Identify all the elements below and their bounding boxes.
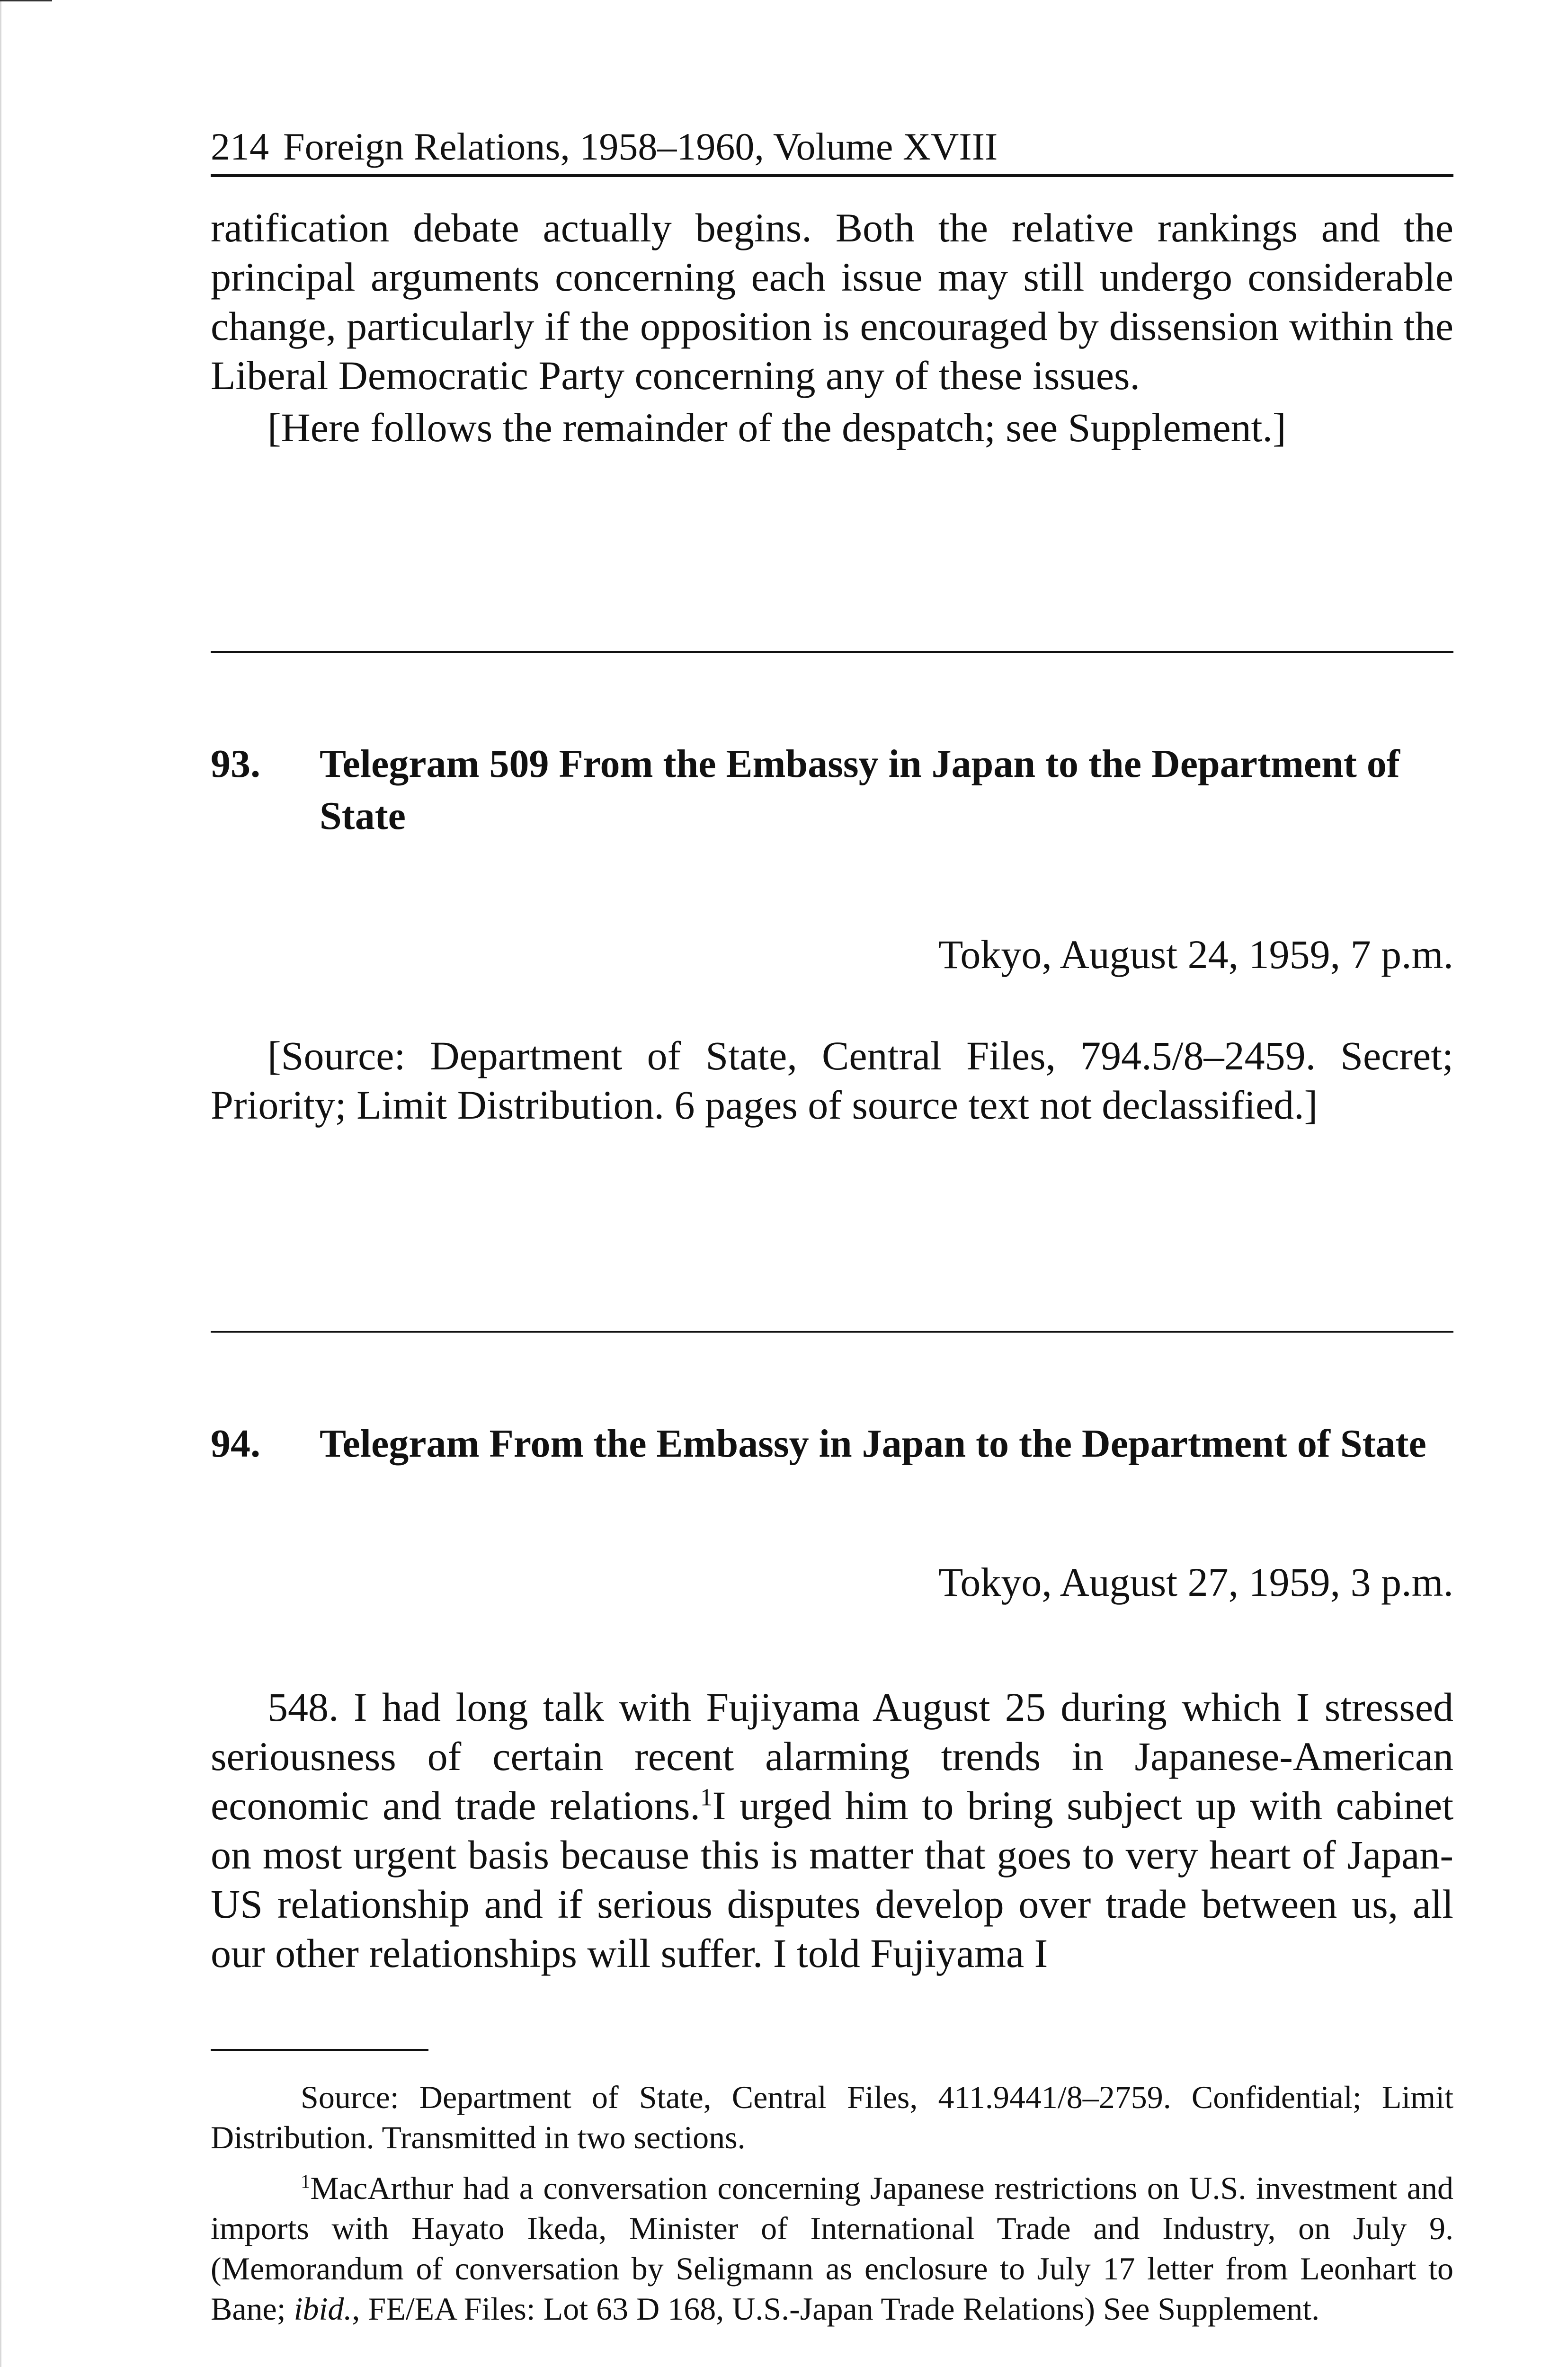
dateline: Tokyo, August 27, 1959, 3 p.m. — [938, 1559, 1453, 1605]
ibid-citation: ibid. — [294, 2291, 352, 2327]
footnotes — [211, 2077, 1453, 2329]
continuation-paragraph: ratification debate actually begins. Both the relative rankings and the principal arguments concerning each issue may still undergo considerable change, particularly if the opposition is encouraged by dissension within the Liberal Democratic Party concerning any of these issues. — [211, 205, 1453, 398]
source-footnote: Source: Department of State, Central Files, 411.9441/8–2759. Confidential; Limit Distribution. Transmitted in two sections. — [211, 2079, 1453, 2155]
scan-edge-left — [0, 0, 1, 2367]
telegram-text: 548. I had long talk with Fujiyama August 25 during which I stressed seriousness of certain recent alarming trends in Japanese-American economic and trade relations. — [211, 1684, 1453, 1828]
document-number: 93. — [211, 742, 260, 786]
document-heading-93 — [211, 738, 1453, 842]
footnote-divider — [211, 2049, 428, 2051]
section-divider — [211, 651, 1453, 653]
telegram-body — [211, 1682, 1453, 1978]
telegram-text: I urged him to bring subject up with cabinet on most urgent basis because this is matter that goes to very heart of Japan-US relationship and if serious disputes develop over trade between us, all our other relationships will suffer. I told Fujiyama I — [211, 1783, 1453, 1976]
scan-edge-top — [0, 0, 52, 1]
dateline: Tokyo, August 24, 1959, 7 p.m. — [938, 932, 1453, 977]
footnote-text: MacArthur had a conversation concerning Japanese restrictions on U.S. investment and imports with Hayato Ikeda, Minister of International Trade and Industry, on July 9. (Memorandum of conversation by Seligmann as enclosure to July 17 letter from Leonhart to Bane; — [211, 2170, 1453, 2327]
page-number: 214 — [211, 125, 269, 168]
source-note: [Source: Department of State, Central Files, 794.5/8–2459. Secret; Priority; Limit Distribution. 6 pages of source text not declassified.] — [211, 1033, 1453, 1128]
document-number: 94. — [211, 1422, 260, 1466]
footnote-text: , FE/EA Files: Lot 63 D 168, U.S.-Japan Trade Relations) See Supplement. — [352, 2291, 1320, 2327]
footnote-marker: 1 — [301, 2171, 311, 2192]
document-title: Telegram From the Embassy in Japan to the Department of State — [320, 1422, 1426, 1466]
running-head — [211, 121, 1453, 177]
volume-title: Foreign Relations, 1958–1960, Volume XVIII — [283, 125, 998, 168]
document-page — [211, 121, 1453, 2329]
footnote-1 — [211, 2168, 1453, 2329]
document-title: Telegram 509 From the Embassy in Japan to the Department of State — [320, 742, 1400, 838]
document-heading-94 — [211, 1418, 1453, 1470]
editorial-note: [Here follows the remainder of the despatch; see Supplement.] — [267, 405, 1286, 450]
footnote-reference[interactable]: 1 — [700, 1784, 713, 1811]
section-divider — [211, 1331, 1453, 1333]
